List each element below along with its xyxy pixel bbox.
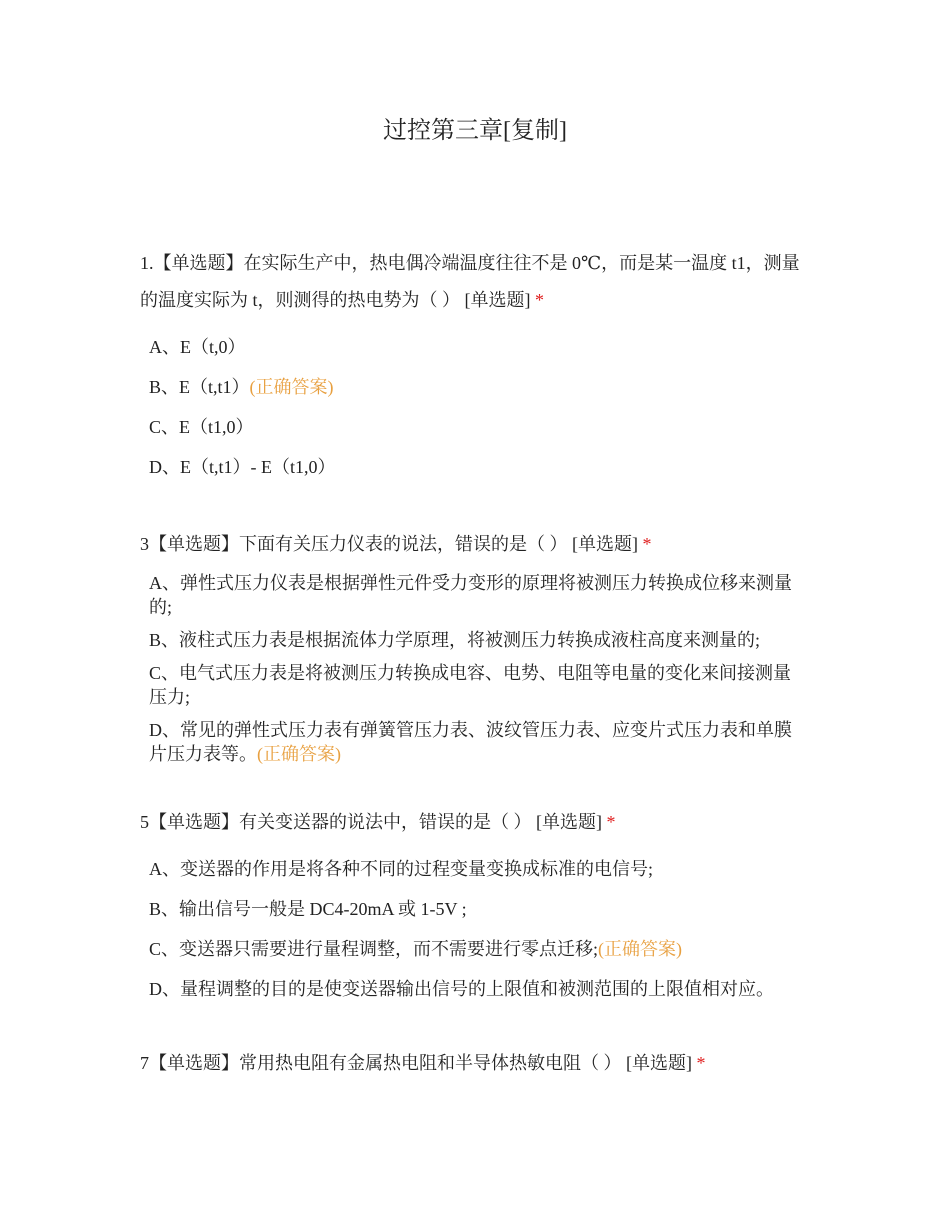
question-body: 常用热电阻有金属热电阻和半导体热敏电阻（ ） [239, 1053, 622, 1073]
required-mark: * [535, 290, 544, 310]
question-5 [140, 804, 805, 1009]
type-tag: [单选题] [464, 290, 531, 310]
question-prefix: 5【单选题】 [140, 812, 239, 832]
type-tag: [单选题] [536, 812, 602, 832]
option-text: D、常见的弹性式压力表有弹簧管压力表、波纹管压力表、应变片式压力表和单膜片压力表等。 [149, 720, 792, 764]
question-text [140, 1045, 805, 1082]
question-text [140, 804, 805, 841]
option-b [140, 367, 805, 407]
option-text: B、E（t,t1） [149, 377, 250, 397]
correct-answer-label: (正确答案) [598, 939, 683, 959]
question-text [140, 526, 805, 563]
correct-answer-label: (正确答案) [257, 744, 341, 764]
page-title: 过控第三章[复制] [383, 118, 567, 144]
option-a: A、变送器的作用是将各种不同的过程变量变换成标准的电信号; [149, 859, 653, 879]
type-tag: [单选题] [626, 1053, 692, 1073]
question-prefix: 1.【单选题】 [140, 253, 244, 273]
question-body: 有关变送器的说法中，错误的是（ ） [239, 812, 532, 832]
required-mark: * [642, 534, 652, 554]
option-a: A、E（t,0） [149, 337, 246, 357]
question-text [140, 245, 805, 319]
question-body: 在实际生产中，热电偶冷端温度往往不是 0℃，而是某一温度 t1，测量的温度实际为 t，则测得的热电势为（ ） [140, 253, 800, 310]
option-b: B、输出信号一般是 DC4-20mA 或 1-5V ; [149, 899, 467, 919]
option-d: D、E（t,t1）- E（t1,0） [149, 457, 336, 477]
required-mark: * [606, 812, 616, 832]
type-tag: [单选题] [572, 534, 638, 554]
option-d [140, 718, 805, 766]
option-a: A、弹性式压力仪表是根据弹性元件受力变形的原理将被测压力转换成位移来测量的; [149, 573, 792, 617]
question-1 [140, 245, 805, 487]
question-prefix: 7【单选题】 [140, 1053, 239, 1073]
option-c [140, 929, 805, 969]
option-b: B、液柱式压力表是根据流体力学原理，将被测压力转换成液柱高度来测量的; [149, 630, 761, 650]
question-body: 下面有关压力仪表的说法，错误的是（ ） [239, 534, 568, 554]
option-text: C、变送器只需要进行量程调整，而不需要进行零点迁移; [149, 939, 599, 959]
option-d: D、量程调整的目的是使变送器输出信号的上限值和被测范围的上限值相对应。 [149, 979, 774, 999]
option-c: C、E（t1,0） [149, 417, 254, 437]
question-3 [140, 526, 805, 775]
question-7 [140, 1045, 805, 1082]
option-c: C、电气式压力表是将被测压力转换成电容、电势、电阻等电量的变化来间接测量压力; [149, 663, 792, 707]
correct-answer-label: (正确答案) [249, 377, 334, 397]
required-mark: * [696, 1053, 706, 1073]
question-prefix: 3【单选题】 [140, 534, 239, 554]
